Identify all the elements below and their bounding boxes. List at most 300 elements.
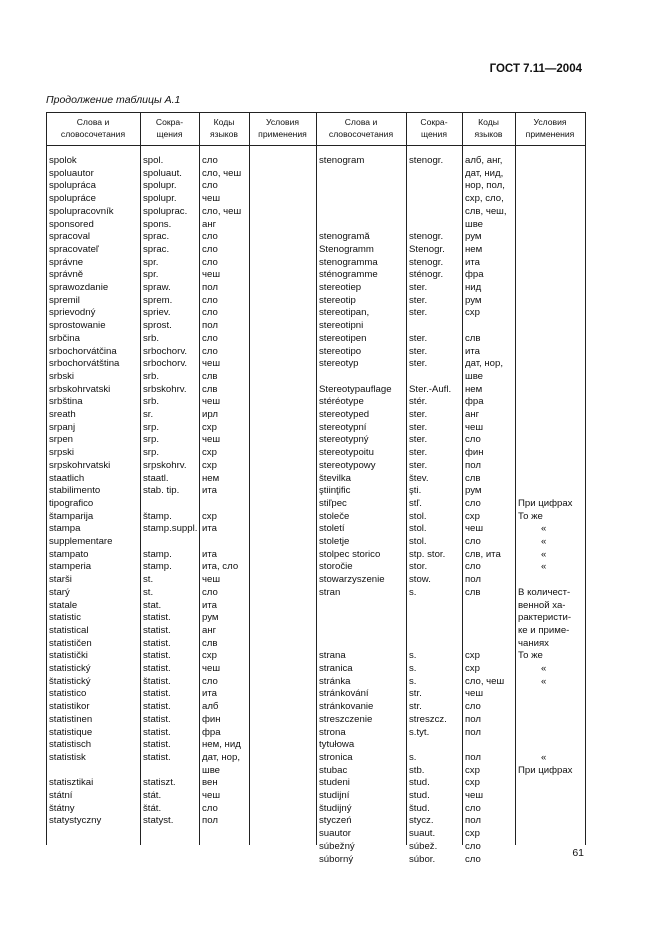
left-table-cell: sprac. bbox=[143, 231, 170, 243]
left-table-cell: stat. bbox=[143, 599, 162, 611]
left-table-cell: spolupráce bbox=[49, 193, 96, 205]
right-table-cell: венной ха- bbox=[518, 599, 566, 611]
left-table-cell: statist. bbox=[143, 688, 171, 700]
right-table-cell: слв bbox=[465, 472, 481, 484]
left-table-cell: spolupr. bbox=[143, 180, 177, 192]
left-table-cell: сло, чеш bbox=[202, 205, 242, 217]
left-table-cell: нем, нид bbox=[202, 739, 241, 751]
left-table-cell: сло bbox=[202, 180, 218, 192]
right-table-cell: stereotip bbox=[319, 294, 356, 306]
left-table-cell: ита bbox=[202, 599, 217, 611]
left-table-cell: statistisch bbox=[49, 739, 92, 751]
right-table-cell: stereotipo bbox=[319, 345, 362, 357]
right-table-cell: stoletje bbox=[319, 536, 350, 547]
left-table-cell: пол bbox=[202, 320, 218, 332]
left-table-cell: statist. bbox=[143, 637, 171, 649]
right-table-cell: tytułowa bbox=[319, 739, 355, 751]
left-table-cell: stamp. bbox=[143, 548, 172, 560]
left-table-cell: štamp. bbox=[143, 510, 172, 522]
column-border bbox=[406, 112, 407, 845]
right-table-cell: « bbox=[541, 536, 547, 547]
right-table-cell: streszcz. bbox=[409, 713, 447, 725]
right-table-cell: ster. bbox=[409, 459, 428, 471]
left-table-cell: srbochorv. bbox=[143, 345, 188, 357]
column-header: Коды языков bbox=[210, 117, 238, 139]
left-table-cell: чеш bbox=[202, 790, 221, 801]
right-table-cell: пол bbox=[465, 713, 481, 725]
right-table-cell: številka bbox=[319, 472, 351, 484]
right-table-cell: stľ. bbox=[409, 497, 422, 509]
right-table-cell: štud. bbox=[409, 802, 430, 814]
right-table-cell: пол bbox=[465, 574, 481, 586]
right-table-cell: То же bbox=[518, 650, 543, 662]
right-table-cell: « bbox=[541, 751, 547, 763]
right-table-cell: stéréotype bbox=[319, 396, 364, 408]
column-header: Условия применения bbox=[258, 117, 307, 139]
left-table-cell: сло bbox=[202, 294, 218, 306]
left-table-cell: statistički bbox=[49, 650, 88, 662]
column-border bbox=[462, 112, 463, 845]
left-table-cell: spoluautor bbox=[49, 167, 94, 179]
left-table-cell: statystyczny bbox=[49, 815, 102, 827]
right-table-cell: s.tyt. bbox=[409, 726, 430, 738]
right-table-cell: рум bbox=[465, 485, 482, 497]
column-header: Условия применения bbox=[525, 117, 575, 139]
right-table-cell: шве bbox=[465, 370, 484, 382]
left-table-cell: stabilimento bbox=[49, 485, 101, 497]
right-table-cell: шве bbox=[465, 218, 484, 230]
right-table-cell: сло bbox=[465, 840, 481, 852]
right-table-cell: str. bbox=[409, 688, 422, 700]
column-header: Сокра- щения bbox=[420, 117, 448, 139]
right-table-cell: študijný bbox=[319, 802, 352, 814]
left-table-cell: чеш bbox=[202, 358, 221, 370]
right-table-cell: streszczenie bbox=[319, 713, 373, 725]
right-table-cell: stereotyped bbox=[319, 409, 370, 420]
right-table-cell: схр bbox=[465, 510, 480, 522]
left-table-cell: чеш bbox=[202, 193, 221, 205]
left-table-cell: пол bbox=[202, 815, 218, 827]
right-table-cell: « bbox=[541, 675, 547, 687]
left-table-cell: ита bbox=[202, 688, 217, 700]
left-table-cell: spriev. bbox=[143, 307, 171, 319]
right-table-cell: stoleče bbox=[319, 510, 350, 522]
right-table-cell: str. bbox=[409, 701, 422, 713]
left-table-cell: ита bbox=[202, 523, 217, 535]
right-table-cell: stol. bbox=[409, 510, 427, 522]
left-table-cell: srb. bbox=[143, 396, 159, 408]
right-table-cell: сло bbox=[465, 701, 481, 713]
left-table-cell: spr. bbox=[143, 269, 159, 281]
left-table-cell: statist. bbox=[143, 751, 171, 763]
right-table-cell: В количест- bbox=[518, 586, 571, 598]
left-table-cell: správne bbox=[49, 256, 84, 268]
left-table-cell: statist. bbox=[143, 701, 171, 713]
left-table-cell: štátny bbox=[49, 802, 75, 814]
right-table-cell: пол bbox=[465, 459, 481, 471]
right-table-cell: чеш bbox=[465, 790, 484, 801]
right-table-cell: Stereotypauflage bbox=[319, 383, 392, 395]
right-table-cell: ster. bbox=[409, 409, 428, 420]
column-border bbox=[199, 112, 200, 845]
left-table-cell: алб bbox=[202, 701, 219, 713]
right-table-cell: stor. bbox=[409, 561, 428, 573]
left-table-cell: srpski bbox=[49, 447, 75, 459]
left-table-cell: srpskohrvatski bbox=[49, 459, 111, 471]
left-table-cell: štatist. bbox=[143, 675, 171, 687]
right-table-cell: stránkovanie bbox=[319, 701, 374, 713]
left-table-cell: statistic bbox=[49, 612, 81, 624]
left-table-cell: statist. bbox=[143, 663, 171, 674]
right-table-cell: При цифрах bbox=[518, 497, 573, 509]
left-table-cell: supplementare bbox=[49, 536, 113, 547]
left-table-cell: сло bbox=[202, 332, 218, 344]
left-table-cell: statist. bbox=[143, 713, 171, 725]
right-table-cell: ster. bbox=[409, 332, 428, 344]
left-table-cell: вен bbox=[202, 777, 218, 789]
right-table-cell: ster. bbox=[409, 447, 428, 459]
right-table-cell: stud. bbox=[409, 790, 430, 801]
right-table-cell: фра bbox=[465, 269, 484, 281]
left-table-cell: statisztikai bbox=[49, 777, 94, 789]
left-table-cell: sprem. bbox=[143, 294, 173, 306]
left-table-cell: štatistický bbox=[49, 675, 91, 687]
left-table-cell: схр bbox=[202, 510, 217, 522]
right-table-cell: stenogram bbox=[319, 155, 365, 166]
right-table-cell: ке и приме- bbox=[518, 624, 570, 636]
left-table-cell: схр bbox=[202, 421, 217, 433]
right-table-cell: фин bbox=[465, 447, 484, 459]
left-table-cell: схр bbox=[202, 447, 217, 459]
right-table-cell: ştiinţific bbox=[319, 485, 351, 497]
left-table-cell: stamp. bbox=[143, 561, 172, 573]
left-table-cell: srbskohrv. bbox=[143, 383, 187, 395]
left-table-cell: чеш bbox=[202, 434, 221, 446]
left-table-cell: starši bbox=[49, 574, 72, 586]
left-table-cell: слв bbox=[202, 383, 218, 395]
left-table-cell: stampato bbox=[49, 548, 89, 560]
left-table-cell: srp. bbox=[143, 434, 159, 446]
left-table-cell: statističen bbox=[49, 637, 92, 649]
right-table-cell: « bbox=[541, 561, 547, 573]
left-table-cell: spolupracovník bbox=[49, 205, 114, 217]
right-table-cell: stereotypoitu bbox=[319, 447, 374, 459]
left-table-cell: spolupráca bbox=[49, 180, 96, 192]
right-table-cell: súbež. bbox=[409, 840, 438, 852]
table-caption: Продолжение таблицы А.1 bbox=[46, 94, 181, 106]
right-table-cell: дат, нор, bbox=[465, 358, 504, 370]
left-table-cell: сло bbox=[202, 256, 218, 268]
right-table-cell: súborný bbox=[319, 853, 354, 865]
right-table-cell: s. bbox=[409, 751, 417, 763]
right-table-cell: ster. bbox=[409, 294, 428, 306]
right-table-cell: сло bbox=[465, 497, 481, 509]
right-table-cell: сло bbox=[465, 853, 481, 865]
left-table-cell: stampa bbox=[49, 523, 81, 535]
right-table-cell: При цифрах bbox=[518, 764, 573, 776]
left-table-cell: srbština bbox=[49, 396, 83, 408]
right-table-cell: « bbox=[541, 548, 547, 560]
left-table-cell: statistico bbox=[49, 688, 87, 700]
right-table-cell: дат, нид, bbox=[465, 167, 504, 179]
left-table-cell: сло bbox=[202, 586, 218, 598]
left-table-cell: sprostowanie bbox=[49, 320, 106, 332]
right-table-cell: stenogramă bbox=[319, 231, 370, 243]
right-table-cell: stud. bbox=[409, 777, 430, 789]
column-header: Коды языков bbox=[474, 117, 503, 139]
right-table-cell: ster. bbox=[409, 421, 428, 433]
left-table-cell: srpanj bbox=[49, 421, 76, 433]
right-table-cell: « bbox=[541, 523, 547, 535]
right-table-cell: styczeń bbox=[319, 815, 352, 827]
column-border bbox=[46, 112, 47, 845]
right-table-cell: suautor bbox=[319, 828, 351, 840]
right-table-cell: слв bbox=[465, 586, 481, 598]
right-table-cell: stereotypowy bbox=[319, 459, 376, 471]
right-table-cell: нем bbox=[465, 243, 483, 255]
right-table-cell: súbor. bbox=[409, 853, 436, 865]
document-code: ГОСТ 7.11—2004 bbox=[489, 63, 582, 75]
column-border bbox=[515, 112, 516, 845]
left-table-cell: st. bbox=[143, 574, 154, 586]
right-table-cell: чеш bbox=[465, 523, 484, 535]
left-table-cell: дат, нор, bbox=[202, 751, 241, 763]
left-table-cell: srbochorv. bbox=[143, 358, 188, 370]
left-table-cell: správně bbox=[49, 269, 84, 281]
right-table-cell: схр bbox=[465, 650, 480, 662]
right-table-cell: схр bbox=[465, 777, 480, 789]
right-table-cell: Stenogramm bbox=[319, 243, 374, 255]
right-table-cell: s. bbox=[409, 650, 417, 662]
left-table-cell: рум bbox=[202, 612, 219, 624]
right-table-cell: stereotipen bbox=[319, 332, 367, 344]
right-table-cell: sténogramme bbox=[319, 269, 378, 281]
left-table-cell: spolok bbox=[49, 155, 77, 166]
right-table-cell: strona bbox=[319, 726, 346, 738]
right-table-cell: stránka bbox=[319, 675, 351, 687]
left-table-cell: statistický bbox=[49, 663, 91, 674]
left-table-cell: ита, сло bbox=[202, 561, 239, 573]
right-table-cell: şti. bbox=[409, 485, 422, 497]
right-table-cell: ster. bbox=[409, 307, 428, 319]
right-table-cell: stereotyp bbox=[319, 358, 359, 370]
right-table-cell: сло bbox=[465, 536, 481, 547]
left-table-cell: staatl. bbox=[143, 472, 169, 484]
right-table-cell: сло bbox=[465, 561, 481, 573]
left-table-cell: spr. bbox=[143, 256, 159, 268]
right-table-cell: stiľpec bbox=[319, 497, 347, 509]
right-table-cell: слв, ита bbox=[465, 548, 501, 560]
left-table-cell: štamparija bbox=[49, 510, 94, 522]
right-table-cell: stubac bbox=[319, 764, 348, 776]
right-table-cell: stenogr. bbox=[409, 231, 444, 243]
right-table-cell: нор, пол, bbox=[465, 180, 505, 192]
right-table-cell: súbežný bbox=[319, 840, 355, 852]
right-table-cell: пол bbox=[465, 726, 481, 738]
right-table-cell: stránkování bbox=[319, 688, 369, 700]
column-border bbox=[585, 112, 586, 845]
right-table-cell: studijní bbox=[319, 790, 350, 801]
right-table-cell: stol. bbox=[409, 523, 427, 535]
right-table-cell: stowarzyszenie bbox=[319, 574, 385, 586]
right-table-cell: století bbox=[319, 523, 345, 535]
right-table-cell: пол bbox=[465, 815, 481, 827]
left-table-cell: чеш bbox=[202, 269, 221, 281]
column-header: Слова и словосочетания bbox=[60, 117, 126, 139]
right-table-cell: слв, чеш, bbox=[465, 205, 507, 217]
right-table-cell: ита bbox=[465, 256, 480, 268]
right-table-cell: storočie bbox=[319, 561, 353, 573]
right-table-cell: Stenogr. bbox=[409, 243, 445, 255]
right-table-cell: stolpec storico bbox=[319, 548, 381, 560]
right-table-cell: suaut. bbox=[409, 828, 436, 840]
right-table-cell: strana bbox=[319, 650, 346, 662]
right-table-cell: s. bbox=[409, 663, 417, 674]
right-table-cell: ster. bbox=[409, 358, 428, 370]
page-number: 61 bbox=[572, 847, 584, 859]
right-table-cell: stp. stor. bbox=[409, 548, 446, 560]
left-table-cell: statistisk bbox=[49, 751, 86, 763]
right-table-cell: s. bbox=[409, 675, 417, 687]
left-table-cell: spons. bbox=[143, 218, 172, 230]
right-table-cell: ster. bbox=[409, 434, 428, 446]
left-table-cell: ита bbox=[202, 548, 217, 560]
right-table-cell: ита bbox=[465, 345, 480, 357]
right-table-cell: фра bbox=[465, 396, 484, 408]
left-table-cell: spoluaut. bbox=[143, 167, 182, 179]
left-table-cell: сло, чеш bbox=[202, 167, 242, 179]
left-table-cell: spraw. bbox=[143, 282, 171, 293]
left-table-cell: srpen bbox=[49, 434, 73, 446]
left-table-cell: srpskohrv. bbox=[143, 459, 187, 471]
right-table-cell: чеш bbox=[465, 688, 484, 700]
left-table-cell: сло bbox=[202, 155, 218, 166]
left-table-cell: чеш bbox=[202, 663, 221, 674]
left-table-cell: statist. bbox=[143, 726, 171, 738]
right-table-cell: рум bbox=[465, 231, 482, 243]
left-table-cell: схр bbox=[202, 650, 217, 662]
left-table-cell: spracovateľ bbox=[49, 243, 99, 255]
left-table-cell: srp. bbox=[143, 447, 159, 459]
right-table-cell: s. bbox=[409, 586, 417, 598]
left-table-cell: ирл bbox=[202, 409, 218, 420]
right-table-cell: stow. bbox=[409, 574, 431, 586]
left-table-cell: слв bbox=[202, 370, 218, 382]
right-table-cell: Ster.-Aufl. bbox=[409, 383, 452, 395]
left-table-cell: фин bbox=[202, 713, 221, 725]
right-table-cell: stereotypní bbox=[319, 421, 367, 433]
left-table-cell: stát. bbox=[143, 790, 162, 801]
left-table-cell: сло bbox=[202, 345, 218, 357]
column-border bbox=[140, 112, 141, 845]
right-table-cell: stereotipni bbox=[319, 320, 364, 332]
left-table-cell: spremil bbox=[49, 294, 80, 306]
left-table-cell: слв bbox=[202, 637, 218, 649]
left-table-cell: сло bbox=[202, 802, 218, 814]
left-table-cell: шве bbox=[202, 764, 221, 776]
column-header: Слова и словосочетания bbox=[328, 117, 394, 139]
left-table-cell: srbski bbox=[49, 370, 75, 382]
left-table-cell: statist. bbox=[143, 612, 171, 624]
left-table-cell: starý bbox=[49, 586, 70, 598]
left-table-cell: statistical bbox=[49, 624, 89, 636]
left-table-cell: srb. bbox=[143, 370, 159, 382]
right-table-cell: алб, анг, bbox=[465, 155, 503, 166]
column-border bbox=[316, 112, 317, 845]
right-table-cell: stereotipan, bbox=[319, 307, 370, 319]
right-table-cell: stronica bbox=[319, 751, 353, 763]
left-table-cell: statist. bbox=[143, 624, 171, 636]
left-table-cell: srbochorvátština bbox=[49, 358, 120, 370]
right-table-cell: ster. bbox=[409, 345, 428, 357]
left-table-cell: spolupr. bbox=[143, 193, 177, 205]
left-table-cell: stab. tip. bbox=[143, 485, 180, 497]
left-table-cell: srbskohrvatski bbox=[49, 383, 111, 395]
right-table-cell: схр bbox=[465, 307, 480, 319]
right-table-cell: слв bbox=[465, 332, 481, 344]
right-table-cell: ster. bbox=[409, 282, 428, 293]
right-table-cell: нид bbox=[465, 282, 482, 293]
left-table-cell: státní bbox=[49, 790, 73, 801]
left-table-cell: statistique bbox=[49, 726, 93, 738]
left-table-cell: анг bbox=[202, 218, 217, 230]
right-table-cell: stenogr. bbox=[409, 155, 444, 166]
left-table-cell: чеш bbox=[202, 396, 221, 408]
left-table-cell: сло bbox=[202, 675, 218, 687]
left-table-cell: statale bbox=[49, 599, 78, 611]
left-table-cell: statyst. bbox=[143, 815, 174, 827]
left-table-cell: sponsored bbox=[49, 218, 94, 230]
left-table-cell: spoluprac. bbox=[143, 205, 188, 217]
left-table-cell: сло bbox=[202, 231, 218, 243]
left-table-cell: tipografico bbox=[49, 497, 94, 509]
left-table-cell: sr. bbox=[143, 409, 154, 420]
left-table-cell: statistinen bbox=[49, 713, 93, 725]
left-table-cell: statist. bbox=[143, 650, 171, 662]
right-table-cell: stol. bbox=[409, 536, 427, 547]
column-header: Сокра- щения bbox=[155, 117, 184, 139]
left-table-cell: sprievodný bbox=[49, 307, 96, 319]
column-border bbox=[249, 112, 250, 845]
right-table-cell: sténogr. bbox=[409, 269, 444, 281]
left-table-cell: statiszt. bbox=[143, 777, 176, 789]
right-table-cell: stenogr. bbox=[409, 256, 444, 268]
left-table-cell: ита bbox=[202, 485, 217, 497]
right-table-cell: studeni bbox=[319, 777, 350, 789]
right-table-cell: пол bbox=[465, 751, 481, 763]
right-table-cell: stran bbox=[319, 586, 341, 598]
right-table-cell: stb. bbox=[409, 764, 425, 776]
left-table-cell: чеш bbox=[202, 574, 221, 586]
right-table-cell: рактеристи- bbox=[518, 612, 572, 624]
left-table-cell: spracoval bbox=[49, 231, 91, 243]
left-table-cell: sprac. bbox=[143, 243, 170, 255]
right-table-cell: stér. bbox=[409, 396, 428, 408]
left-table-cell: st. bbox=[143, 586, 154, 598]
left-table-cell: анг bbox=[202, 624, 217, 636]
left-table-cell: пол bbox=[202, 282, 218, 293]
right-table-cell: stereotypný bbox=[319, 434, 369, 446]
left-table-cell: srb. bbox=[143, 332, 159, 344]
left-table-cell: нем bbox=[202, 472, 220, 484]
left-table-cell: stamperia bbox=[49, 561, 92, 573]
left-table-cell: схр bbox=[202, 459, 217, 471]
right-table-cell: сло bbox=[465, 802, 481, 814]
left-table-cell: srbčina bbox=[49, 332, 80, 344]
right-table-cell: stycz. bbox=[409, 815, 434, 827]
right-table-cell: чаниях bbox=[518, 637, 549, 649]
left-table-cell: spol. bbox=[143, 155, 164, 166]
